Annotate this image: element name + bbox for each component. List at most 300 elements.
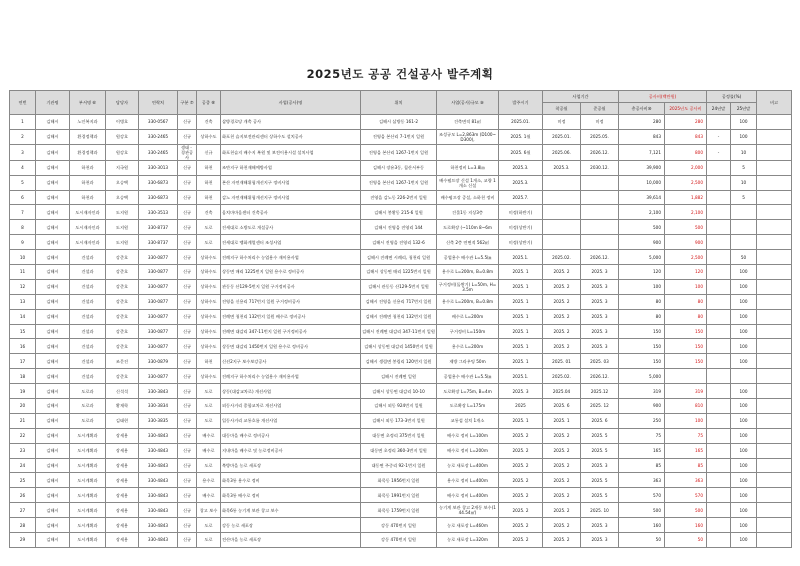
cell-phone: 330-3834 xyxy=(139,399,178,414)
cell-order-time: 2025. 1 xyxy=(499,279,543,294)
cell-ratio-25: 100 xyxy=(731,443,757,458)
cell-scale: 용수로 L=200m xyxy=(437,339,499,354)
cell-dept: 도시재자인과 xyxy=(70,220,106,235)
cell-note xyxy=(757,190,792,205)
cell-scale: 도로확장 (~110m 8~6m xyxy=(437,220,499,235)
cell-phone: 330-3013 xyxy=(139,160,178,175)
cell-location: 김해시 진례면 대감리 347-11번지 일원 xyxy=(361,324,437,339)
cell-type: 신규 xyxy=(178,384,197,399)
cell-phone: 330-0877 xyxy=(139,369,178,384)
cell-scale: 농기계 보관 창고 2개동 보수(144.54㎡) xyxy=(437,503,499,518)
cell-scale: 도로확장 L=75m, B=4m xyxy=(437,384,499,399)
table-row xyxy=(10,428,792,443)
cell-scale: 공업용수 배수관 L=5.5㎞ xyxy=(437,369,499,384)
cell-note xyxy=(757,339,792,354)
cell-phone: 330-0877 xyxy=(139,265,178,280)
cell-start: 2025. 01 xyxy=(543,354,581,369)
cell-org: 김해시 xyxy=(36,220,70,235)
cell-note xyxy=(757,250,792,265)
cell-order-time: 2025. 6월 xyxy=(499,144,543,160)
cell-cost-total: 39,900 xyxy=(619,160,665,175)
cell-cost-total: 150 xyxy=(619,354,665,369)
cell-kind: 창고 보수 xyxy=(197,503,221,518)
cell-no: 28 xyxy=(10,518,36,533)
cell-type: 신규 xyxy=(178,190,197,205)
cell-type: 신규 xyxy=(178,129,197,144)
cell-no: 14 xyxy=(10,309,36,324)
cell-type: 신규 xyxy=(178,399,197,414)
cell-dept: 도시계획과 xyxy=(70,503,106,518)
cell-note xyxy=(757,428,792,443)
table-row xyxy=(10,294,792,309)
cell-kind: 하천 xyxy=(197,175,221,190)
cell-ratio-24 xyxy=(707,533,731,548)
cell-ratio-25: 5 xyxy=(731,190,757,205)
cell-manager: 장세용 xyxy=(106,443,139,458)
table-row xyxy=(10,488,792,503)
cell-phone: 330-0567 xyxy=(139,115,178,130)
cell-no: 13 xyxy=(10,294,36,309)
table-row xyxy=(10,250,792,265)
cell-order-time: 2025.7. xyxy=(499,190,543,205)
cell-end xyxy=(581,190,619,205)
cell-cost-total: 2,100 xyxy=(619,205,665,220)
cell-cost-year: 363 xyxy=(665,473,707,488)
cell-dept: 도시계획과 xyxy=(70,458,106,473)
cell-org: 김해시 xyxy=(36,144,70,160)
cell-ratio-24 xyxy=(707,279,731,294)
cell-end: 2025. 3 xyxy=(581,518,619,533)
cell-cost-total: 280 xyxy=(619,115,665,130)
cell-type: 신규 xyxy=(178,369,197,384)
cell-cost-year: 80 xyxy=(665,294,707,309)
cell-scale: 농로 새포장 L=460m xyxy=(437,518,499,533)
cell-phone: 330-0877 xyxy=(139,294,178,309)
cell-dept: 도시계획과 xyxy=(70,533,106,548)
header-no: 연번 xyxy=(10,91,36,115)
cell-cost-total: 39,614 xyxy=(619,190,665,205)
table-row xyxy=(10,175,792,190)
cell-project-name: 전산마을 농로 새포장 xyxy=(221,533,361,548)
cell-org: 김해시 xyxy=(36,518,70,533)
cell-ratio-24 xyxy=(707,250,731,265)
cell-end: 2025. 03 xyxy=(581,354,619,369)
cell-location: 김해시 삼방동 161-2 xyxy=(361,115,437,130)
cell-cost-total: 100 xyxy=(619,279,665,294)
cell-dept: 환경정책과 xyxy=(70,144,106,160)
cell-ratio-25: 100 xyxy=(731,384,757,399)
cell-kind: 도로 xyxy=(197,413,221,428)
cell-no: 19 xyxy=(10,384,36,399)
cell-note xyxy=(757,144,792,160)
cell-no: 2 xyxy=(10,129,36,144)
page-title: 2025년도 공공 건설공사 발주계획 xyxy=(306,67,494,81)
cell-type: 신규 xyxy=(178,503,197,518)
cell-org: 김해시 xyxy=(36,443,70,458)
cell-type: 신규 xyxy=(178,443,197,458)
cell-location: 대동면 초정리 375번지 일원 xyxy=(361,428,437,443)
cell-scale: 건물1동 지상3층 xyxy=(437,205,499,220)
header-order-time: 발주시기 xyxy=(499,91,543,115)
cell-ratio-24 xyxy=(707,503,731,518)
cell-order-time: 2025. 2 xyxy=(499,458,543,473)
cell-phone: 330-4843 xyxy=(139,443,178,458)
cell-no: 10 xyxy=(10,250,36,265)
cell-org: 김해시 xyxy=(36,339,70,354)
cell-project-name: 옴치마마음센터 건축공사 xyxy=(221,205,361,220)
cell-project-name: 진례면 대감리 347-11번지 일원 구거정비공사 xyxy=(221,324,361,339)
cell-dept: 도시계획과 xyxy=(70,518,106,533)
cell-dept: 건설과 xyxy=(70,324,106,339)
cell-note xyxy=(757,443,792,458)
cell-scale: 조성규모 L=2,863m (D100~D300), xyxy=(437,129,499,144)
header-ratio-24: 24년말 xyxy=(707,103,731,115)
cell-note xyxy=(757,115,792,130)
cell-phone: 330-4843 xyxy=(139,458,178,473)
cell-no: 16 xyxy=(10,339,36,354)
cell-kind: 상하수도 xyxy=(197,369,221,384)
cell-order-time: 2025.1. xyxy=(499,369,543,384)
cell-start: 2025. 6 xyxy=(543,399,581,414)
cell-note xyxy=(757,399,792,414)
cell-type: 신규 xyxy=(178,115,197,130)
cell-order-time: 2025. 2 xyxy=(499,533,543,548)
cell-ratio-25: 100 xyxy=(731,399,757,414)
table-row xyxy=(10,220,792,235)
cell-scale: 배수로 L=200m xyxy=(437,309,499,324)
cell-phone: 330-4843 xyxy=(139,533,178,548)
cell-project-name: 신선2지구 보수보강공사 xyxy=(221,354,361,369)
cell-cost-total: 85 xyxy=(619,458,665,473)
cell-phone: 330-4843 xyxy=(139,488,178,503)
cell-no: 1 xyxy=(10,115,36,130)
cell-manager: 원강호 xyxy=(106,144,139,160)
cell-no: 25 xyxy=(10,473,36,488)
cell-note xyxy=(757,160,792,175)
order-plan-table xyxy=(9,90,792,548)
cell-type: 신규 xyxy=(178,265,197,280)
cell-ratio-25: 100 xyxy=(731,533,757,548)
cell-phone: 330-0877 xyxy=(139,339,178,354)
cell-scale: 건축면적 81㎡ xyxy=(437,115,499,130)
cell-ratio-25: 50 xyxy=(731,250,757,265)
cell-manager: 장세용 xyxy=(106,518,139,533)
cell-ratio-25: 100 xyxy=(731,115,757,130)
cell-type: 신규 xyxy=(178,473,197,488)
cell-cost-total: 80 xyxy=(619,309,665,324)
table-row xyxy=(10,503,792,518)
cell-cost-total: 160 xyxy=(619,518,665,533)
cell-ratio-24 xyxy=(707,235,731,250)
cell-no: 6 xyxy=(10,190,36,205)
cell-ratio-25: 10 xyxy=(731,144,757,160)
cell-manager: 이병호 xyxy=(106,115,139,130)
cell-ratio-24 xyxy=(707,354,731,369)
cell-ratio-25: 100 xyxy=(731,354,757,369)
cell-kind: 배수로 xyxy=(197,428,221,443)
cell-kind: 상하수도 xyxy=(197,250,221,265)
cell-no: 23 xyxy=(10,443,36,458)
cell-start: 2025. 2 xyxy=(543,518,581,533)
cell-project-name: 진례지구 하수처리수 농업용수 재이용사업 xyxy=(221,250,361,265)
header-cost-year: 2025년도 공사비 xyxy=(665,103,707,115)
cell-order-time: 2025 xyxy=(499,399,543,414)
cell-org: 김해시 xyxy=(36,428,70,443)
cell-note xyxy=(757,533,792,548)
cell-end: 2025. 3 xyxy=(581,339,619,354)
cell-type: 신규 xyxy=(178,309,197,324)
cell-order-time: 2025. 2 xyxy=(499,473,543,488)
cell-start xyxy=(543,175,581,190)
cell-location: 화목동 1956번지 일원 xyxy=(361,473,437,488)
cell-note xyxy=(757,488,792,503)
cell-location: 김해시 관동동 산129-5번지 일원 xyxy=(361,279,437,294)
cell-dept: 노인복지과 xyxy=(70,115,106,130)
cell-end: 2030.12. xyxy=(581,160,619,175)
cell-project-name: 본산 자연재해위험개선지구 정비사업 xyxy=(221,175,361,190)
cell-phone: 330-3513 xyxy=(139,205,178,220)
cell-start xyxy=(543,190,581,205)
cell-location: 강동 470번지 일원 xyxy=(361,533,437,548)
cell-start: 2025.02. xyxy=(543,369,581,384)
table-row xyxy=(10,309,792,324)
cell-dept: 건설과 xyxy=(70,369,106,384)
cell-kind: 도로 xyxy=(197,458,221,473)
cell-cost-year: 165 xyxy=(665,443,707,458)
cell-cost-total: 80 xyxy=(619,294,665,309)
cell-note xyxy=(757,205,792,220)
cell-order-time: 2025. 1 xyxy=(499,339,543,354)
cell-phone: 330-4843 xyxy=(139,428,178,443)
cell-type: 신규 xyxy=(178,235,197,250)
cell-cost-total: 165 xyxy=(619,443,665,458)
cell-manager: 장세용 xyxy=(106,458,139,473)
cell-location: 김해시 진례면 시례리, 청천리 일원 xyxy=(361,250,437,265)
cell-end: 2026.12. xyxy=(581,250,619,265)
cell-location: 김해시 진영읍 진영리 144 xyxy=(361,220,437,235)
cell-ratio-24 xyxy=(707,339,731,354)
cell-phone: 330-6873 xyxy=(139,175,178,190)
cell-end xyxy=(581,220,619,235)
cell-manager: 강준호 xyxy=(106,265,139,280)
cell-end: 2025. 12 xyxy=(581,399,619,414)
cell-ratio-24 xyxy=(707,160,731,175)
cell-location: 김해시 진영읍 신용리 717번지 일원 xyxy=(361,294,437,309)
cell-type: 신규 xyxy=(178,458,197,473)
cell-project-name: 입동사거리 교통흐름 개선사업 xyxy=(221,413,361,428)
cell-order-time: 2025. 1 xyxy=(499,324,543,339)
cell-note xyxy=(757,309,792,324)
cell-start: 2025. 2 xyxy=(543,294,581,309)
cell-end: 2025. 5 xyxy=(581,443,619,458)
cell-location: 김해시 진례면 일원 xyxy=(361,369,437,384)
cell-dept: 도시계획과 xyxy=(70,488,106,503)
cell-cost-year: 810 xyxy=(665,399,707,414)
cell-project-name: 감노 자연재해위험개선지구 정비사업 xyxy=(221,190,361,205)
cell-cost-year: 500 xyxy=(665,220,707,235)
cell-order-time: 미정(상반기) xyxy=(499,220,543,235)
cell-org: 김해시 xyxy=(36,235,70,250)
cell-type: 신규 xyxy=(178,413,197,428)
cell-manager: 장세용 xyxy=(106,533,139,548)
cell-scale: 교통섬 설치 1개소 xyxy=(437,413,499,428)
cell-project-name: 진례면 청천리 132번지 일원 배수로 정비공사 xyxy=(221,309,361,324)
cell-start: 2025. 2 xyxy=(543,533,581,548)
cell-ratio-24: - xyxy=(707,129,731,144)
cell-cost-year: 280 xyxy=(665,115,707,130)
cell-ratio-24 xyxy=(707,369,731,384)
header-period: 사업기간 xyxy=(543,91,619,103)
cell-dept: 도시계획과 xyxy=(70,473,106,488)
cell-cost-year: 2,000 xyxy=(665,160,707,175)
cell-project-name: 진례지구 하수처리수 농업용수 재이용사업 xyxy=(221,369,361,384)
cell-location: 김해시 진영읍 진영리 132-6 xyxy=(361,235,437,250)
cell-manager: 장세용 xyxy=(106,488,139,503)
cell-ratio-25 xyxy=(731,205,757,220)
cell-ratio-24 xyxy=(707,309,731,324)
header-type: 구분 ⑦ xyxy=(178,91,197,115)
cell-kind: 도로 xyxy=(197,399,221,414)
table-row xyxy=(10,413,792,428)
cell-manager: 강준호 xyxy=(106,294,139,309)
cell-start: 2025. 2 xyxy=(543,488,581,503)
table-row xyxy=(10,399,792,414)
cell-phone: 330-0877 xyxy=(139,324,178,339)
cell-cost-total: 500 xyxy=(619,220,665,235)
cell-manager: 도지원 xyxy=(106,235,139,250)
cell-project-name: 북방마을 농로 새포장 xyxy=(221,458,361,473)
header-cost: 공사비(백만원) xyxy=(619,91,707,103)
cell-type: 신규 xyxy=(178,220,197,235)
cell-ratio-24 xyxy=(707,458,731,473)
cell-org: 김해시 xyxy=(36,309,70,324)
cell-project-name: 화목3통 배수로 정비 xyxy=(221,488,361,503)
cell-scale: 배수로 정비 L=100m xyxy=(437,428,499,443)
cell-org: 김해시 xyxy=(36,354,70,369)
cell-type: 신규 xyxy=(178,294,197,309)
cell-cost-total: 75 xyxy=(619,428,665,443)
cell-location: 김해시 상동면 대감리 10-10 xyxy=(361,384,437,399)
cell-dept: 건설과 xyxy=(70,339,106,354)
cell-cost-year: 75 xyxy=(665,428,707,443)
cell-org: 김해시 xyxy=(36,265,70,280)
cell-cost-year: 50 xyxy=(665,533,707,548)
cell-project-name: 상동면 매리 1225번지 일원 용수로 정비공사 xyxy=(221,265,361,280)
cell-scale: 도로확장 L=175m xyxy=(437,399,499,414)
cell-dept: 도로과 xyxy=(70,413,106,428)
cell-ratio-24 xyxy=(707,324,731,339)
cell-no: 9 xyxy=(10,235,36,250)
cell-no: 15 xyxy=(10,324,36,339)
cell-end: 2025. 5 xyxy=(581,488,619,503)
cell-cost-total: 5,000 xyxy=(619,369,665,384)
cell-scale: 구거정비(돌쌓기) L=50m, H=3.5m xyxy=(437,279,499,294)
cell-kind: 상하수도 xyxy=(197,279,221,294)
cell-phone: 330-6873 xyxy=(139,190,178,205)
cell-org: 김해시 xyxy=(36,205,70,220)
cell-order-time: 2025. 1 xyxy=(499,413,543,428)
cell-location: 화목동 1991번지 일원 xyxy=(361,488,437,503)
cell-project-name: 강동 농로 새포장 xyxy=(221,518,361,533)
header-note: 비고 xyxy=(757,91,792,115)
cell-project-name: 상동면 대감리 1450번지 일원 용수로 정비공사 xyxy=(221,339,361,354)
cell-org: 김해시 xyxy=(36,115,70,130)
cell-phone: 330-3835 xyxy=(139,413,178,428)
cell-dept: 도시재자인과 xyxy=(70,205,106,220)
cell-ratio-25 xyxy=(731,369,757,384)
cell-dept: 도시계획과 xyxy=(70,428,106,443)
cell-order-time: 2025. 2 xyxy=(499,443,543,458)
cell-order-time: 미정(상반기) xyxy=(499,235,543,250)
cell-order-time: 2025. 1 xyxy=(499,265,543,280)
cell-dept: 하천과 xyxy=(70,190,106,205)
cell-ratio-25: 5 xyxy=(731,160,757,175)
cell-start: 2025.01. xyxy=(543,129,581,144)
cell-org: 김해시 xyxy=(36,384,70,399)
cell-location: 김해시 상동면 매리 1225번지 일원 xyxy=(361,265,437,280)
cell-org: 김해시 xyxy=(36,413,70,428)
cell-location: 강동 470번지 일원 xyxy=(361,518,437,533)
cell-order-time: 2025. 2 xyxy=(499,488,543,503)
cell-scale: 배수로 정비 L=200m xyxy=(437,443,499,458)
cell-no: 18 xyxy=(10,369,36,384)
table-row xyxy=(10,205,792,220)
cell-phone: 330-0877 xyxy=(139,250,178,265)
table-body xyxy=(10,115,792,548)
cell-project-name: 진영읍 신용리 717번지 일원 구거정비공사 xyxy=(221,294,361,309)
cell-cost-year: 2,100 xyxy=(665,205,707,220)
cell-dept: 도로과 xyxy=(70,384,106,399)
cell-end: 2025. 3 xyxy=(581,279,619,294)
cell-ratio-25: 100 xyxy=(731,324,757,339)
header-scale: 사업(공사)규모 ⑨ xyxy=(437,91,499,115)
cell-manager: 김태현 xyxy=(106,413,139,428)
cell-start: 2025. 2 xyxy=(543,339,581,354)
cell-no: 29 xyxy=(10,533,36,548)
cell-location: 김해시 진례면 청천리 132번지 일원 xyxy=(361,309,437,324)
cell-manager: 조문진 xyxy=(106,354,139,369)
cell-kind: 상하수도 xyxy=(197,265,221,280)
cell-end: 2025. 10 xyxy=(581,503,619,518)
cell-phone: 330-0877 xyxy=(139,309,178,324)
cell-cost-year xyxy=(665,369,707,384)
cell-cost-total: 50 xyxy=(619,533,665,548)
cell-cost-year: 85 xyxy=(665,458,707,473)
cell-start: 2025. 1 xyxy=(543,413,581,428)
cell-cost-year: 800 xyxy=(665,144,707,160)
cell-org: 김해시 xyxy=(36,279,70,294)
cell-phone: 330-0879 xyxy=(139,354,178,369)
cell-org: 김해시 xyxy=(36,369,70,384)
cell-type: 생태ㆍ경관공사 xyxy=(178,144,197,160)
table-row xyxy=(10,369,792,384)
cell-scale: 농로 새포장 L=400m xyxy=(437,458,499,473)
cell-ratio-24 xyxy=(707,473,731,488)
cell-end: 2025. 5 xyxy=(581,428,619,443)
cell-dept: 도시재자인과 xyxy=(70,235,106,250)
cell-manager: 원강호 xyxy=(106,129,139,144)
cell-no: 3 xyxy=(10,144,36,160)
cell-ratio-25: 100 xyxy=(731,413,757,428)
cell-ratio-24 xyxy=(707,294,731,309)
table-row xyxy=(10,265,792,280)
cell-note xyxy=(757,473,792,488)
cell-org: 김해시 xyxy=(36,503,70,518)
cell-type: 신규 xyxy=(178,488,197,503)
cell-org: 김해시 xyxy=(36,294,70,309)
header-kind: 공종 ⑧ xyxy=(197,91,221,115)
cell-ratio-25 xyxy=(731,220,757,235)
